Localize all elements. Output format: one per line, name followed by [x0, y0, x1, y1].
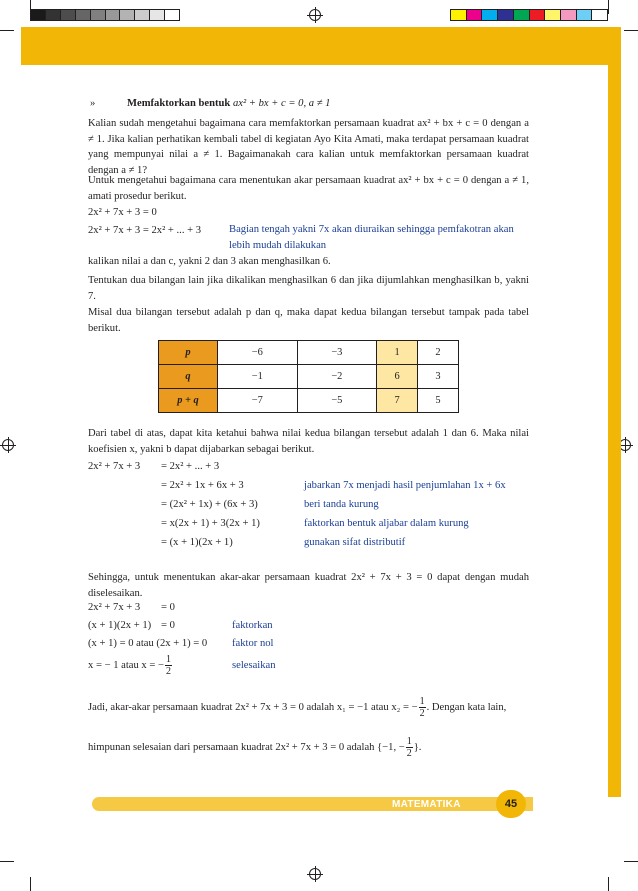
final-set-text: himpunan selesaian dari persamaan kuadrat 2x² + 7x + 3 = 0 adalah {−1, − — [88, 742, 405, 753]
crop-mark — [608, 0, 609, 14]
derivation-note: gunakan sifat distributif — [304, 537, 406, 548]
table-cell-highlight: 6 — [377, 365, 418, 389]
solving-note: faktor nol — [232, 638, 274, 649]
crop-mark — [30, 877, 31, 891]
last-step-note: selesaikan — [232, 660, 276, 671]
final-set-line — [88, 734, 421, 762]
table-row-label: p — [159, 341, 218, 365]
final-roots-after: . Dengan kata lain, — [426, 702, 507, 713]
after-table-paragraph: Dari tabel di atas, dapat kita ketahui bahwa nilai kedua bilangan tersebut adalah 1 dan 6. Maka nilai koefisien x, yakni b dapat dijabarkan sebagai berikut. — [88, 428, 529, 455]
multiply-paragraph: kalikan nilai a dan c, yakni 2 dan 3 akan menghasilkan 6. — [88, 256, 331, 267]
crop-mark — [624, 30, 638, 31]
section-heading-math: ax² + bx + c = 0, a ≠ 1 — [232, 98, 331, 109]
crop-mark — [0, 30, 14, 31]
derivation-rhs: = 2x² + 1x + 6x + 3 — [161, 480, 244, 491]
fraction-denominator: 2 — [419, 708, 425, 720]
section-bullet: » — [90, 98, 96, 109]
find-paragraph: Tentukan dua bilangan lain jika dikalikan menghasilkan 6 dan jika dijumlahkan menghasilkan b, yakni 7. — [88, 275, 529, 302]
table-cell: −6 — [218, 341, 298, 365]
table-row — [159, 341, 459, 365]
final-roots-line — [88, 694, 506, 722]
last-step — [88, 652, 173, 680]
equation-2-note: Bagian tengah yakni 7x akan diuraikan sehingga pemfakotran akan lebih mudah dilakukan — [229, 224, 514, 251]
table-cell: 3 — [418, 365, 459, 389]
table-row — [159, 365, 459, 389]
table-cell: −7 — [218, 389, 298, 413]
conclusion-intro-paragraph: Sehingga, untuk menentukan akar-akar persamaan kuadrat 2x² + 7x + 3 = 0 dapat dengan mudah diselesaikan. — [88, 572, 529, 599]
derivation-rhs: = (2x² + 1x) + (6x + 3) — [161, 499, 258, 510]
table-cell-highlight: 7 — [377, 389, 418, 413]
section-heading — [127, 97, 330, 111]
last-step-text: x = − 1 atau x = − — [88, 660, 164, 671]
table-intro-paragraph: Misal dua bilangan tersebut adalah p dan q, maka dapat kedua bilangan tersebut tampak pada tabel berikut. — [88, 307, 529, 334]
registration-mark-icon — [309, 9, 321, 21]
registration-mark-icon — [2, 439, 14, 451]
solving-rhs: = 0 — [161, 620, 175, 631]
table-row-label: q — [159, 365, 218, 389]
registration-mark-icon — [309, 868, 321, 880]
color-bar — [450, 9, 608, 21]
grayscale-bar — [30, 9, 180, 21]
fraction-denominator: 2 — [406, 748, 412, 760]
section-heading-bold: Memfaktorkan bentuk — [127, 98, 231, 109]
derivation-rhs: = x(2x + 1) + 3(2x + 1) — [161, 518, 260, 529]
solving-note: faktorkan — [232, 620, 273, 631]
table-cell: 2 — [418, 341, 459, 365]
crop-mark — [608, 877, 609, 891]
fraction-numerator: 1 — [419, 696, 425, 708]
header-band — [21, 27, 621, 65]
table-cell: −3 — [297, 341, 377, 365]
table-cell: 5 — [418, 389, 459, 413]
table-cell-highlight: 1 — [377, 341, 418, 365]
derivation-note: jabarkan 7x menjadi hasil penjumlahan 1x + 6x — [304, 480, 506, 491]
page-number: 45 — [496, 790, 526, 818]
solving-rhs: = 0 — [161, 602, 175, 613]
derivation-rhs: = 2x² + ... + 3 — [161, 461, 220, 472]
solving-lhs: 2x² + 7x + 3 — [88, 602, 141, 613]
procedure-paragraph: Untuk mengetahui bagaimana cara menentukan akar persamaan kuadrat ax² + bx + c = 0 dengan a ≠ 1, amati prosedur berikut. — [88, 175, 529, 202]
derivation-rhs: = (x + 1)(2x + 1) — [161, 537, 233, 548]
crop-mark — [624, 861, 638, 862]
footer-book-title: MATEMATIKA — [392, 799, 461, 810]
derivation-note: faktorkan bentuk aljabar dalam kurung — [304, 518, 469, 529]
final-roots-text: Jadi, akar-akar persamaan kuadrat 2x² + 7x + 3 = 0 adalah x₁ = −1 atau x₂ = − — [88, 702, 418, 713]
derivation-lhs: 2x² + 7x + 3 — [88, 461, 141, 472]
final-set-after: }. — [413, 742, 422, 753]
footer-band — [92, 797, 533, 811]
table-cell: −1 — [218, 365, 298, 389]
fraction — [165, 654, 172, 677]
table-row — [159, 389, 459, 413]
fraction-numerator: 1 — [165, 654, 171, 666]
solving-lhs: (x + 1) = 0 atau (2x + 1) = 0 — [88, 638, 208, 649]
fraction-denominator: 2 — [165, 666, 171, 678]
crop-mark — [0, 861, 14, 862]
fraction — [419, 696, 426, 719]
equation-1: 2x² + 7x + 3 = 0 — [88, 207, 157, 218]
pq-table — [158, 340, 459, 413]
fraction-numerator: 1 — [406, 736, 412, 748]
fraction — [406, 736, 413, 759]
table-row-label: p + q — [159, 389, 218, 413]
solving-lhs: (x + 1)(2x + 1) — [88, 620, 152, 631]
table-cell: −5 — [297, 389, 377, 413]
intro-paragraph: Kalian sudah mengetahui bagaimana cara memfaktorkan persamaan kuadrat ax² + bx + c = 0 dengan a ≠ 1. Jika kalian perhatikan kembali tabel di kegiatan Ayo Kita Amati, maka terdapat persamaan kuadrat yang mempunyai nilai a ≠ 1. Bagaimanakah cara kalian untuk memfaktorkan persamaan kuadrat dengan a ≠ 1? — [88, 118, 529, 176]
table-cell: −2 — [297, 365, 377, 389]
derivation-note: beri tanda kurung — [304, 499, 379, 510]
side-band — [608, 27, 621, 797]
equation-2: 2x² + 7x + 3 = 2x² + ... + 3 — [88, 225, 202, 236]
